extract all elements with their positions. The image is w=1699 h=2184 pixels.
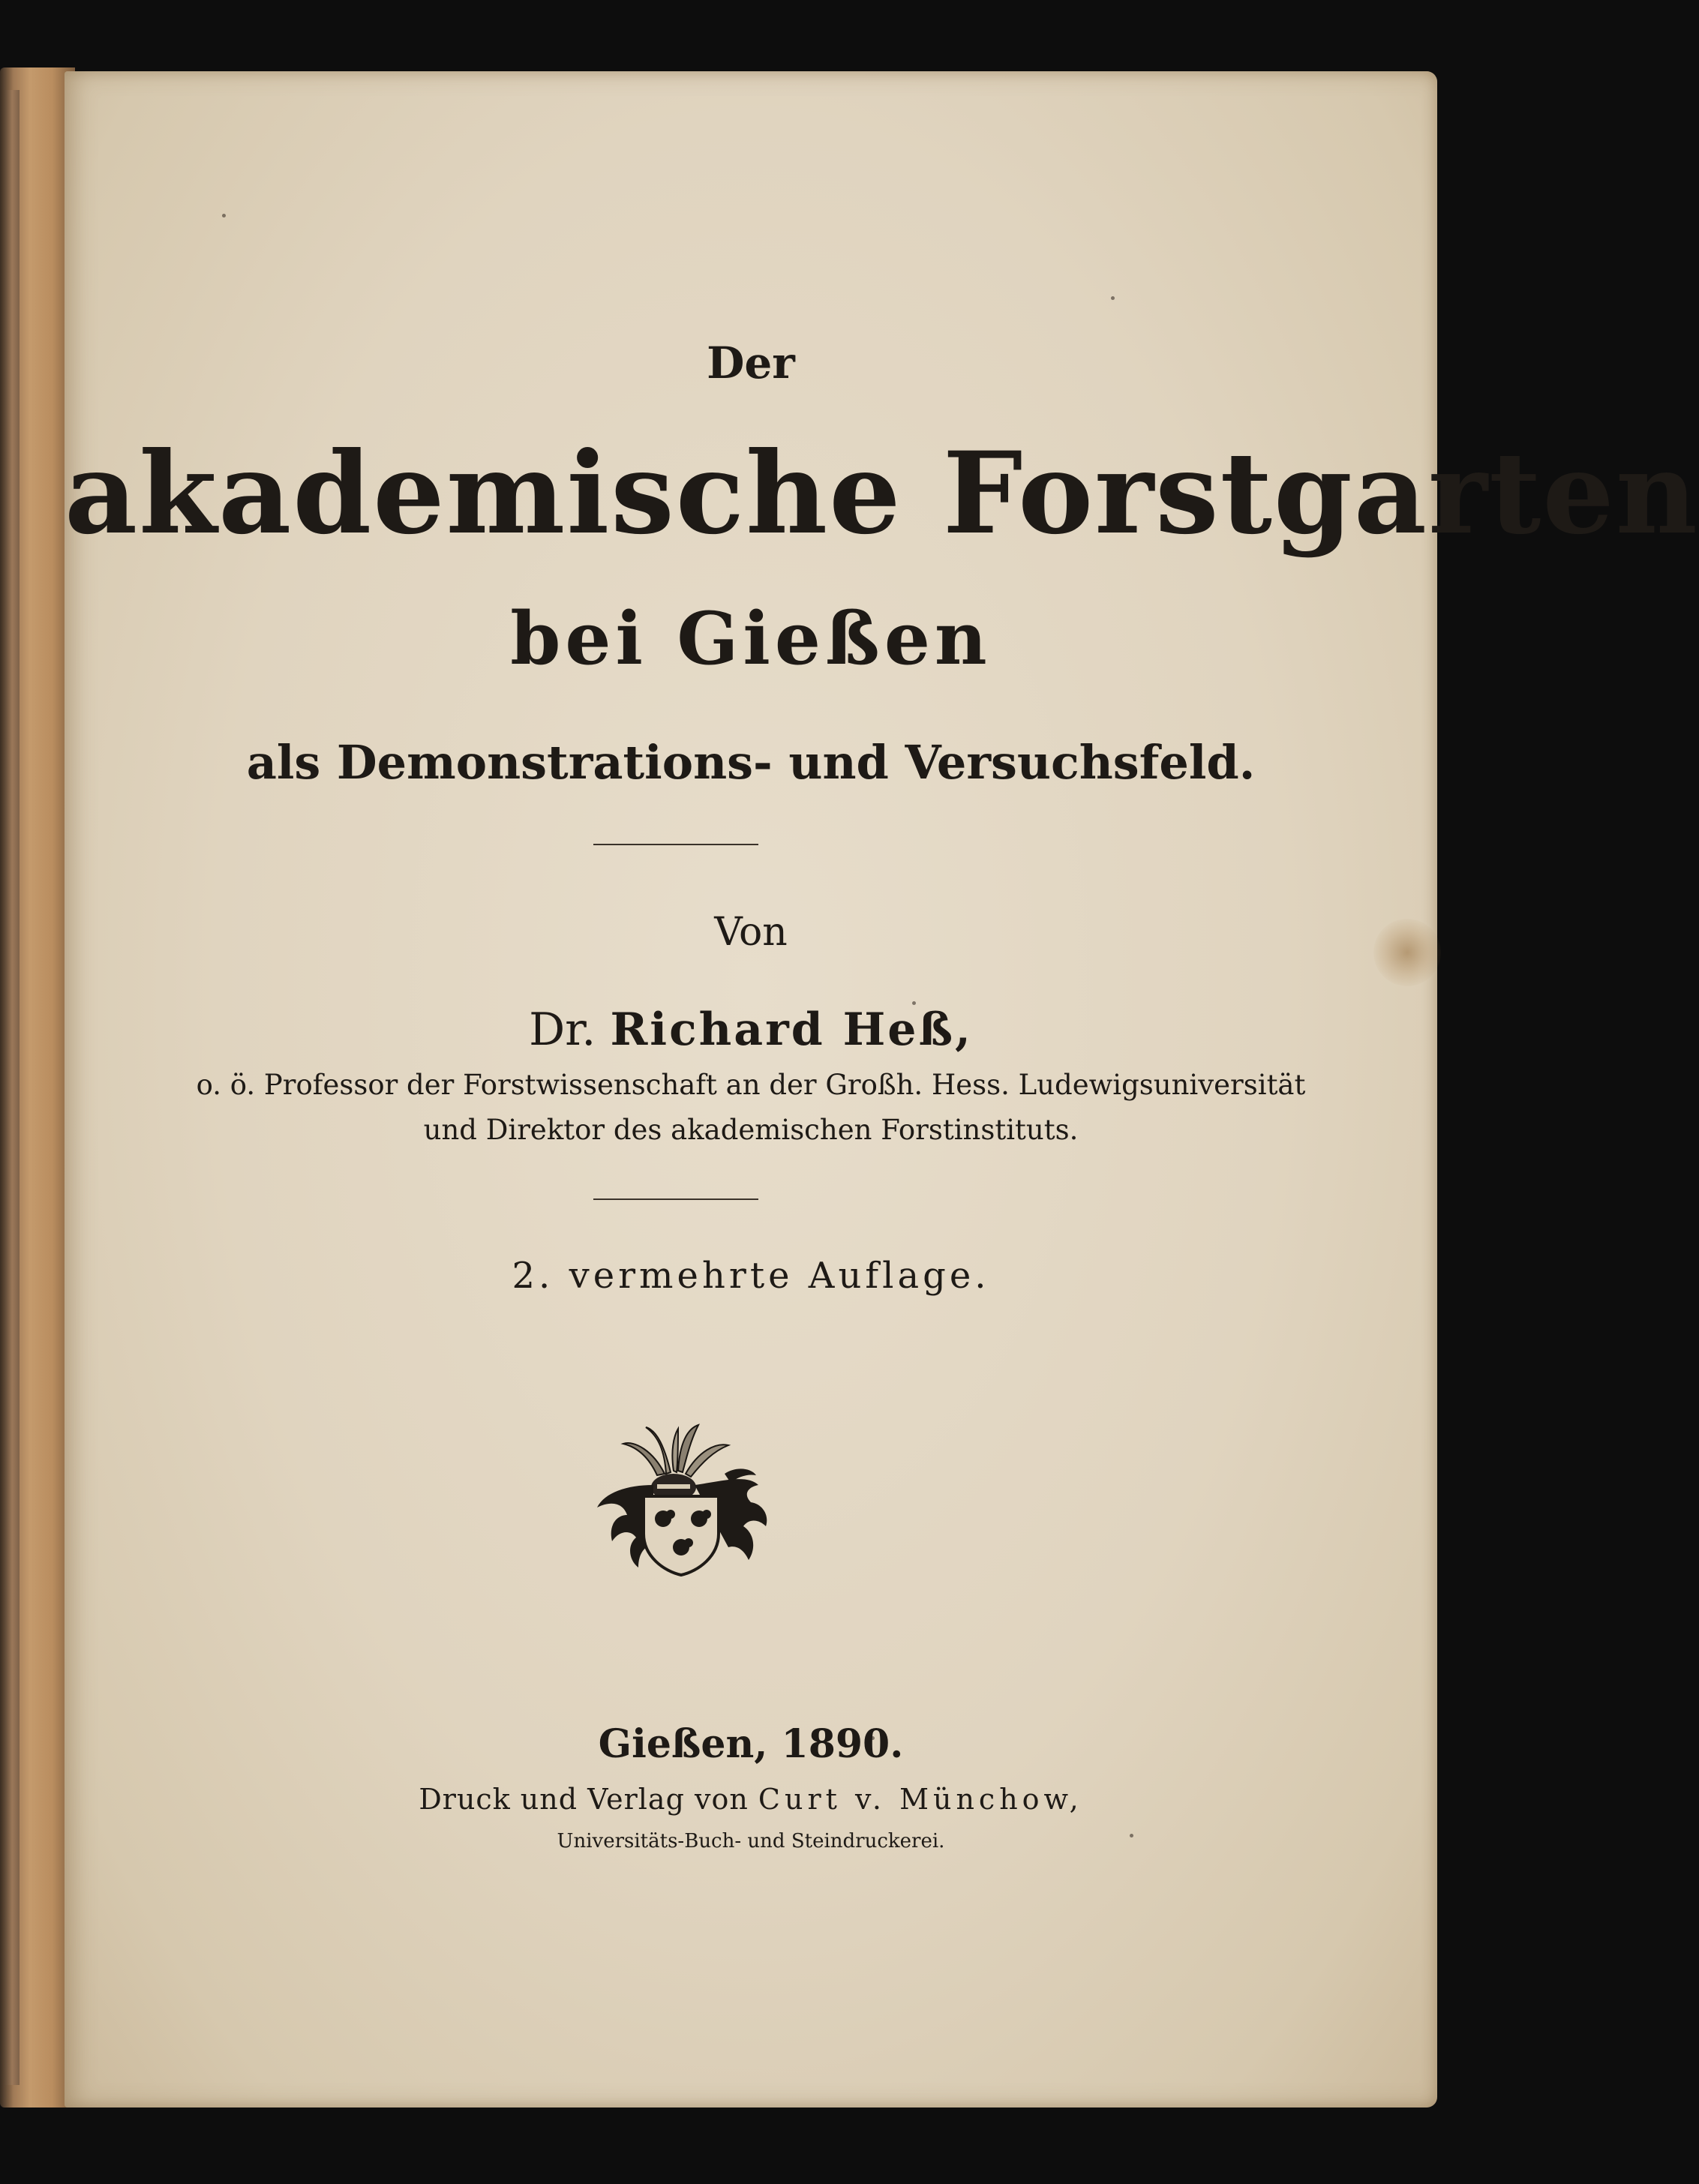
paper-speck <box>222 214 226 218</box>
coat-of-arms-icon <box>582 1421 785 1579</box>
subtitle: als Demonstrations- und Versuchsfeld. <box>246 735 1256 790</box>
author <box>65 1004 1437 1056</box>
main-title: akademische Forstgarten <box>65 428 1699 560</box>
author-affiliation: und Direktor des akademischen Forstinstituts. <box>423 1114 1079 1146</box>
author-name: Richard Heß, <box>610 1004 973 1056</box>
divider-rule <box>593 1198 758 1200</box>
press-line: Universitäts-Buch- und Steindruckerei. <box>557 1830 945 1852</box>
divider-rule <box>593 844 758 845</box>
title-article: Der <box>707 338 795 388</box>
author-affiliation: o. ö. Professor der Forstwissenschaft an der Großh. Hess. Ludewigsuniversität <box>196 1069 1306 1101</box>
title-page <box>65 71 1699 2108</box>
printer-name: Curt v. Münchow, <box>758 1783 1083 1816</box>
author-prefix: Dr. <box>529 1004 596 1056</box>
edition: 2. vermehrte Auflage. <box>512 1255 990 1297</box>
printer-line <box>65 1783 1437 1816</box>
printer-prefix: Druck und Verlag von <box>419 1783 749 1816</box>
by-line: Von <box>714 910 788 955</box>
paper-speck <box>1111 296 1115 300</box>
spine-edge <box>5 90 20 2085</box>
imprint-place-year: Gießen, 1890. <box>598 1721 904 1767</box>
title-place: bei Gießen <box>510 596 992 681</box>
